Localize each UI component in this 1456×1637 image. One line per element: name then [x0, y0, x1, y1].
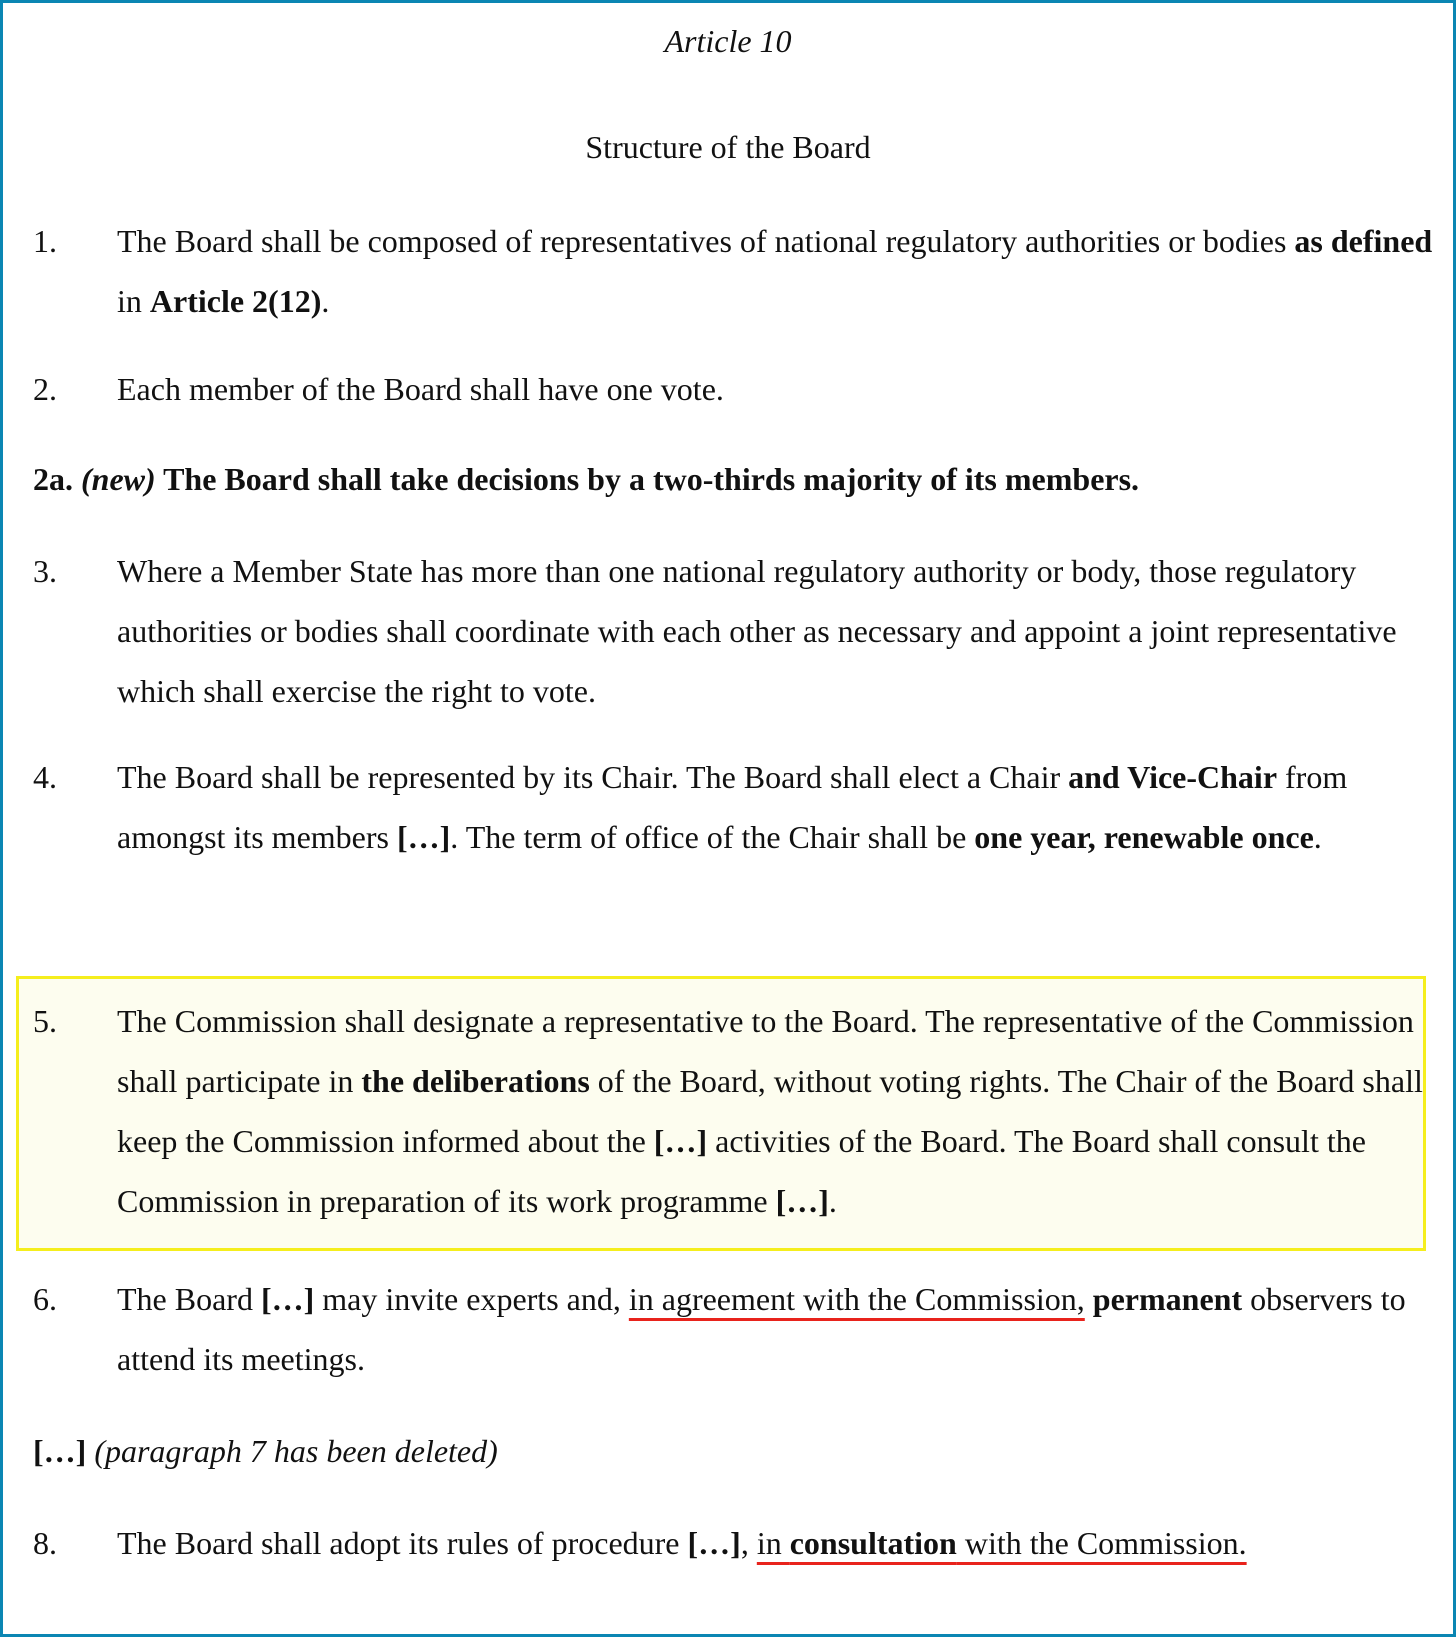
paragraph-number: 6.: [33, 1281, 57, 1317]
text-segment: [73, 461, 81, 497]
paragraph-4: [33, 747, 1433, 867]
paragraph-text: [33, 1421, 1433, 1481]
paragraph-text: [117, 541, 1433, 721]
paragraph-2: [33, 359, 1433, 419]
text-segment: (new): [81, 461, 156, 497]
text-segment: one year, renewable once: [974, 819, 1314, 855]
text-segment: The Board shall be represented by its Chair. The Board shall elect a Chair: [117, 759, 1069, 795]
text-segment: in: [117, 283, 150, 319]
paragraph-3: [33, 541, 1433, 721]
text-segment: in agreement with the Commission,: [628, 1281, 1085, 1317]
text-segment: the deliberations: [361, 1063, 590, 1099]
text-segment: […]: [653, 1123, 708, 1159]
text-segment: ,: [740, 1525, 757, 1561]
text-segment: […]: [687, 1525, 741, 1561]
paragraph-text: [117, 359, 1433, 419]
paragraph-text: [117, 1269, 1433, 1389]
text-segment: . The term of office of the Chair shall be: [450, 819, 975, 855]
text-segment: may invite experts and,: [314, 1281, 629, 1317]
text-segment: and Vice-Chair: [1068, 759, 1278, 795]
paragraph-number: 5.: [33, 1003, 57, 1039]
text-segment: of the Board, without voting rights. The Chair of the Board shall keep the Commission informed about the: [117, 1063, 1423, 1159]
paragraph-6: [33, 1269, 1433, 1389]
text-segment: […]: [396, 819, 451, 855]
paragraph-2a: [33, 449, 1433, 509]
article-title: Structure of the Board: [585, 129, 871, 165]
text-segment: The Board shall adopt its rules of procedure: [117, 1525, 688, 1561]
text-segment: .: [321, 283, 330, 319]
paragraph-5: [33, 991, 1433, 1231]
paragraph-number: 4.: [33, 759, 57, 795]
paragraph-text: [33, 449, 1433, 509]
paragraph-number: 8.: [33, 1525, 57, 1561]
text-segment: with the Commission.: [956, 1525, 1247, 1561]
paragraph-7-deleted: [33, 1421, 1433, 1481]
paragraph-number: 1.: [33, 223, 57, 259]
text-segment: […]: [260, 1281, 315, 1317]
text-segment: The Board: [117, 1281, 261, 1317]
paragraph-number: 3.: [33, 553, 57, 589]
text-segment: Each member of the Board shall have one vote.: [117, 371, 724, 407]
paragraph-8: [33, 1513, 1433, 1573]
text-segment: in: [756, 1525, 790, 1561]
paragraph-text: [117, 1513, 1433, 1573]
paragraph-text: [117, 747, 1433, 867]
text-segment: as defined: [1294, 223, 1433, 259]
paragraph-number: 2a.: [33, 461, 73, 497]
text-segment: The Board shall take decisions by a two-thirds majority of its members.: [155, 461, 1140, 497]
text-segment: [1085, 1281, 1093, 1317]
paragraph-1: [33, 211, 1433, 331]
text-segment: .: [1313, 819, 1322, 855]
text-segment: […]: [775, 1183, 829, 1219]
text-segment: .: [828, 1183, 837, 1219]
text-segment: consultation: [789, 1525, 957, 1561]
text-segment: permanent: [1092, 1281, 1243, 1317]
text-segment: Article 2(12): [149, 283, 322, 319]
paragraph-text: [117, 991, 1433, 1231]
paragraph-text: [117, 211, 1433, 331]
text-segment: activities of the Board. The Board shall consult the Commission in preparation of its work programme: [117, 1123, 1366, 1219]
text-segment: observers to attend its meetings.: [117, 1281, 1406, 1377]
text-segment: (paragraph 7 has been deleted): [94, 1433, 498, 1469]
paragraph-number: 2.: [33, 371, 57, 407]
text-segment: The Board shall be composed of representatives of national regulatory authorities or bodies: [117, 223, 1295, 259]
text-segment: Where a Member State has more than one national regulatory authority or body, those regulatory authorities or bodies shall coordinate with each other as necessary and appoint a joint representative which shall exercise the right to vote.: [117, 553, 1397, 709]
text-segment: from amongst its members: [117, 759, 1348, 855]
text-segment: The Commission shall designate a representative to the Board. The representative of the Commission shall participate in: [117, 1003, 1414, 1099]
document-page: [3, 3, 1453, 1634]
paragraph-number: […]: [33, 1433, 87, 1469]
article-number: Article 10: [664, 23, 792, 59]
